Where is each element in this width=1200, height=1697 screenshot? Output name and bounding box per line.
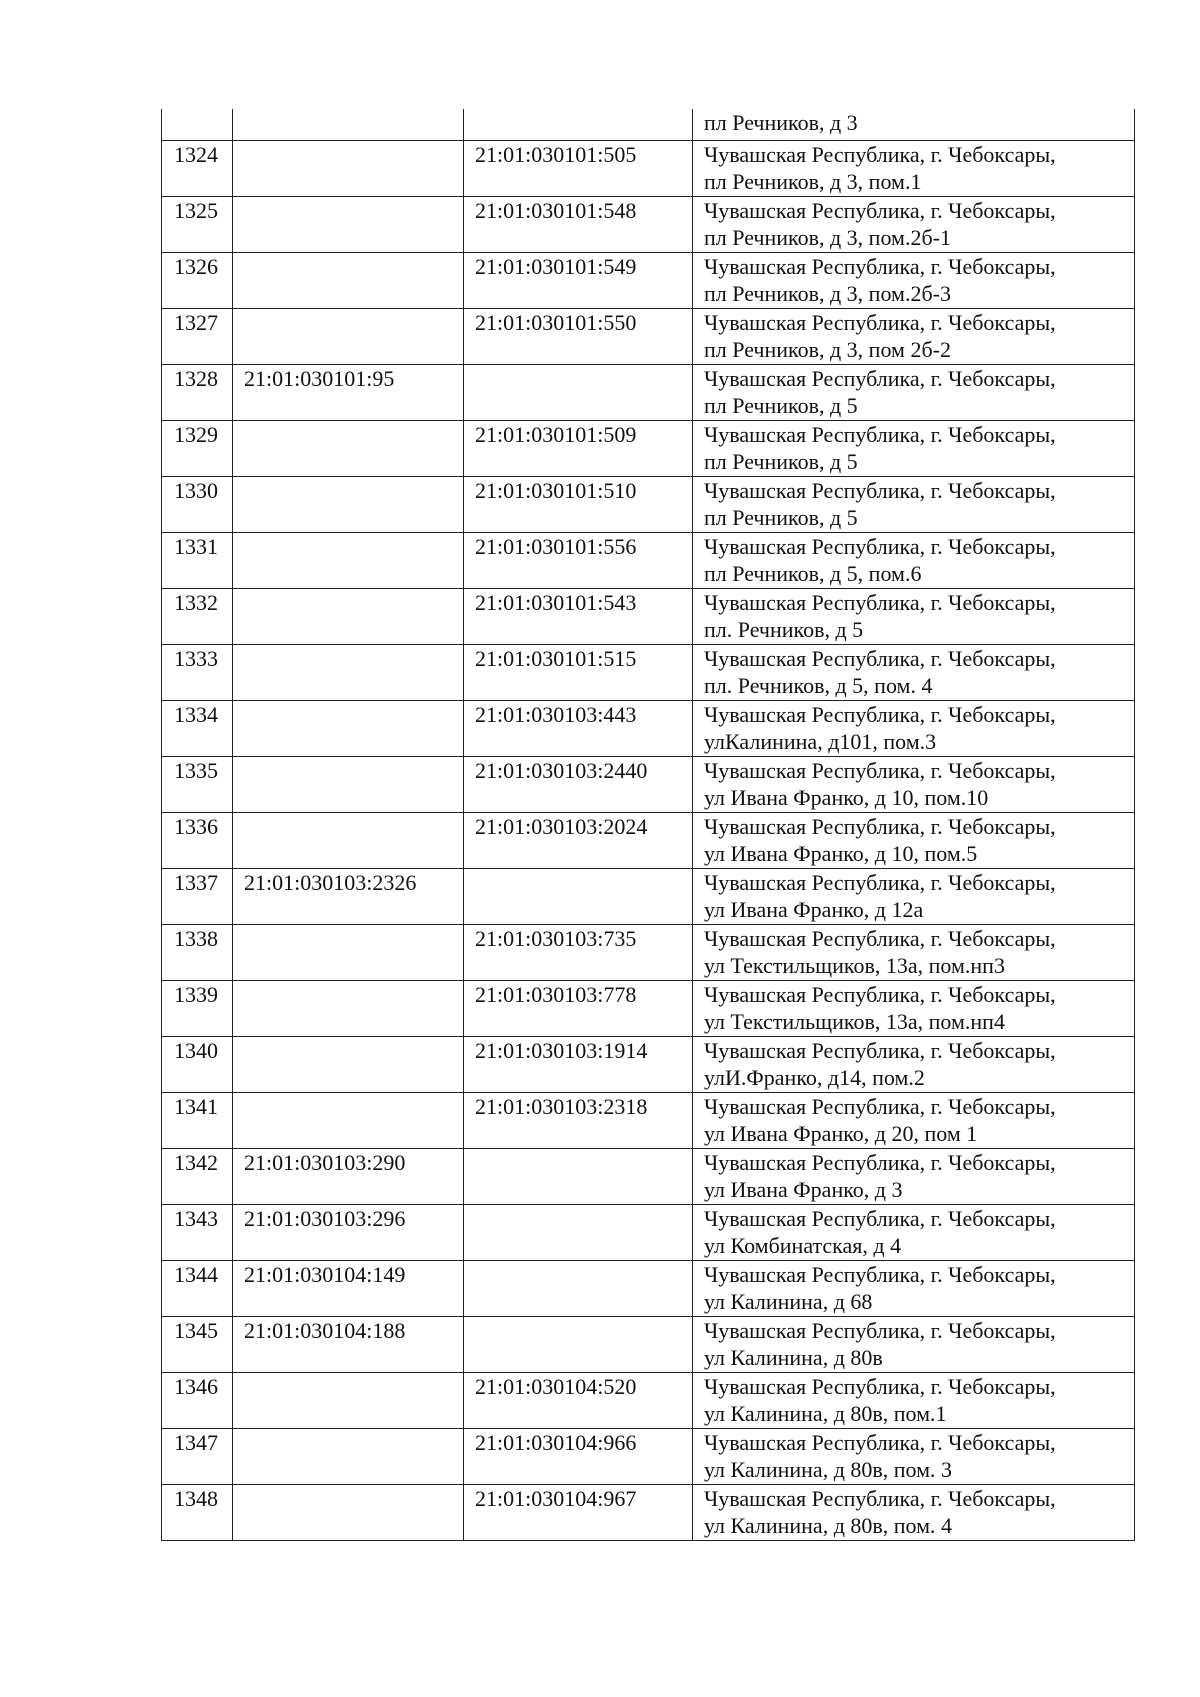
address-line: Чувашская Республика, г. Чебоксары, — [704, 645, 1056, 671]
address-line: ул Ивана Франко, д 3 — [704, 1176, 903, 1202]
row-number-cell: 1335 — [162, 756, 233, 812]
table-row — [162, 700, 1135, 756]
address-line: Чувашская Республика, г. Чебоксары, — [704, 477, 1056, 503]
row-number-cell: 1339 — [162, 980, 233, 1036]
row-number-cell: 1348 — [162, 1484, 233, 1540]
parcel-cadastral-cell — [233, 252, 464, 308]
address-line: Чувашская Республика, г. Чебоксары, — [704, 757, 1056, 783]
address-line: ул Калинина, д 68 — [704, 1288, 873, 1314]
premises-cadastral-cell: 21:01:030103:2024 — [464, 812, 693, 868]
address-cell — [693, 308, 1135, 364]
address-line: ул Калинина, д 80в, пом. 3 — [704, 1456, 953, 1482]
premises-cadastral-cell: 21:01:030101:505 — [464, 140, 693, 196]
row-number-cell: 1347 — [162, 1428, 233, 1484]
row-number-cell: 1330 — [162, 476, 233, 532]
address-line: пл Речников, д 5, пом.6 — [704, 560, 922, 586]
premises-cadastral-cell — [464, 868, 693, 924]
address-line: Чувашская Республика, г. Чебоксары, — [704, 365, 1056, 391]
table-row — [162, 420, 1135, 476]
address-line: пл Речников, д 3, пом.2б-3 — [704, 280, 951, 306]
address-line: пл. Речников, д 5, пом. 4 — [704, 672, 933, 698]
address-cell — [693, 109, 1135, 140]
address-line: улКалинина, д101, пом.3 — [704, 728, 937, 754]
address-cell — [693, 1148, 1135, 1204]
table-row — [162, 1428, 1135, 1484]
parcel-cadastral-cell — [233, 532, 464, 588]
address-line: Чувашская Республика, г. Чебоксары, — [704, 1373, 1056, 1399]
address-cell — [693, 252, 1135, 308]
row-number-cell: 1325 — [162, 196, 233, 252]
address-cell — [693, 1260, 1135, 1316]
premises-cadastral-cell: 21:01:030104:966 — [464, 1428, 693, 1484]
address-cell — [693, 1204, 1135, 1260]
table-row — [162, 1484, 1135, 1540]
parcel-cadastral-cell — [233, 1092, 464, 1148]
table-row — [162, 924, 1135, 980]
address-line: Чувашская Республика, г. Чебоксары, — [704, 309, 1056, 335]
parcel-cadastral-cell — [233, 924, 464, 980]
address-cell — [693, 1484, 1135, 1540]
table-row — [162, 812, 1135, 868]
premises-cadastral-cell: 21:01:030103:2440 — [464, 756, 693, 812]
table-row — [162, 756, 1135, 812]
premises-cadastral-cell — [464, 1148, 693, 1204]
table-row — [162, 868, 1135, 924]
row-number-cell: 1331 — [162, 532, 233, 588]
parcel-cadastral-cell — [233, 1036, 464, 1092]
table-row — [162, 476, 1135, 532]
address-line: Чувашская Республика, г. Чебоксары, — [704, 1485, 1056, 1511]
premises-cadastral-cell: 21:01:030104:967 — [464, 1484, 693, 1540]
address-cell — [693, 924, 1135, 980]
premises-cadastral-cell: 21:01:030101:549 — [464, 252, 693, 308]
address-cell — [693, 364, 1135, 420]
parcel-cadastral-cell — [233, 140, 464, 196]
address-line: пл Речников, д 5 — [704, 392, 858, 418]
address-cell — [693, 532, 1135, 588]
address-line: пл Речников, д 5 — [704, 448, 858, 474]
parcel-cadastral-cell: 21:01:030104:149 — [233, 1260, 464, 1316]
address-line: Чувашская Республика, г. Чебоксары, — [704, 869, 1056, 895]
address-line: ул Текстильщиков, 13а, пом.нп3 — [704, 952, 1005, 978]
address-line: Чувашская Республика, г. Чебоксары, — [704, 1429, 1056, 1455]
address-line: ул Комбинатская, д 4 — [704, 1232, 902, 1258]
row-number-cell: 1337 — [162, 868, 233, 924]
property-table-body — [162, 109, 1135, 1540]
premises-cadastral-cell: 21:01:030103:2318 — [464, 1092, 693, 1148]
address-line: Чувашская Республика, г. Чебоксары, — [704, 1261, 1056, 1287]
address-line: Чувашская Республика, г. Чебоксары, — [704, 1317, 1056, 1343]
address-cell — [693, 980, 1135, 1036]
address-cell — [693, 1372, 1135, 1428]
address-cell — [693, 644, 1135, 700]
address-line: Чувашская Республика, г. Чебоксары, — [704, 589, 1056, 615]
row-number-cell: 1326 — [162, 252, 233, 308]
table-row — [162, 588, 1135, 644]
address-line: пл Речников, д 3, пом.1 — [704, 168, 922, 194]
premises-cadastral-cell — [464, 364, 693, 420]
address-line: Чувашская Республика, г. Чебоксары, — [704, 141, 1056, 167]
address-line: Чувашская Республика, г. Чебоксары, — [704, 701, 1056, 727]
premises-cadastral-cell: 21:01:030103:443 — [464, 700, 693, 756]
parcel-cadastral-cell — [233, 980, 464, 1036]
parcel-cadastral-cell — [233, 756, 464, 812]
table-row — [162, 1260, 1135, 1316]
address-line: Чувашская Республика, г. Чебоксары, — [704, 1037, 1056, 1063]
address-cell — [693, 1428, 1135, 1484]
address-line: пл Речников, д 5 — [704, 504, 858, 530]
address-cell — [693, 756, 1135, 812]
table-row — [162, 308, 1135, 364]
row-number-cell: 1329 — [162, 420, 233, 476]
address-line: Чувашская Республика, г. Чебоксары, — [704, 1205, 1056, 1231]
address-line: Чувашская Республика, г. Чебоксары, — [704, 981, 1056, 1007]
row-number-cell: 1336 — [162, 812, 233, 868]
table-row — [162, 1372, 1135, 1428]
premises-cadastral-cell: 21:01:030101:548 — [464, 196, 693, 252]
parcel-cadastral-cell — [233, 588, 464, 644]
address-line: пл Речников, д 3, пом 2б-2 — [704, 336, 951, 362]
row-number-cell: 1332 — [162, 588, 233, 644]
premises-cadastral-cell: 21:01:030104:520 — [464, 1372, 693, 1428]
parcel-cadastral-cell — [233, 700, 464, 756]
premises-cadastral-cell: 21:01:030101:556 — [464, 532, 693, 588]
address-cell — [693, 196, 1135, 252]
address-line: Чувашская Республика, г. Чебоксары, — [704, 253, 1056, 279]
row-number-cell: 1338 — [162, 924, 233, 980]
table-row — [162, 532, 1135, 588]
address-cell — [693, 140, 1135, 196]
premises-cadastral-cell: 21:01:030103:735 — [464, 924, 693, 980]
table-row — [162, 980, 1135, 1036]
parcel-cadastral-cell — [233, 109, 464, 140]
row-number-cell: 1340 — [162, 1036, 233, 1092]
address-line: ул Ивана Франко, д 10, пом.10 — [704, 784, 989, 810]
parcel-cadastral-cell — [233, 812, 464, 868]
parcel-cadastral-cell — [233, 476, 464, 532]
table-row — [162, 252, 1135, 308]
row-number-cell: 1344 — [162, 1260, 233, 1316]
address-line: пл. Речников, д 5 — [704, 616, 864, 642]
address-line: ул Калинина, д 80в, пом. 4 — [704, 1512, 953, 1538]
row-number-cell: 1343 — [162, 1204, 233, 1260]
address-line: ул Текстильщиков, 13а, пом.нп4 — [704, 1008, 1005, 1034]
row-number-cell: 1345 — [162, 1316, 233, 1372]
address-line: Чувашская Республика, г. Чебоксары, — [704, 1149, 1056, 1175]
premises-cadastral-cell: 21:01:030101:515 — [464, 644, 693, 700]
address-cell — [693, 1316, 1135, 1372]
address-line: ул Калинина, д 80в, пом.1 — [704, 1400, 947, 1426]
address-line: ул Ивана Франко, д 20, пом 1 — [704, 1120, 978, 1146]
premises-cadastral-cell: 21:01:030103:778 — [464, 980, 693, 1036]
address-line: ул Ивана Франко, д 12а — [704, 896, 924, 922]
address-cell — [693, 1092, 1135, 1148]
row-number-cell: 1341 — [162, 1092, 233, 1148]
address-line: Чувашская Республика, г. Чебоксары, — [704, 813, 1056, 839]
table-row — [162, 1092, 1135, 1148]
parcel-cadastral-cell: 21:01:030103:2326 — [233, 868, 464, 924]
address-cell — [693, 700, 1135, 756]
premises-cadastral-cell: 21:01:030101:543 — [464, 588, 693, 644]
table-row — [162, 1036, 1135, 1092]
address-line: Чувашская Республика, г. Чебоксары, — [704, 421, 1056, 447]
parcel-cadastral-cell: 21:01:030101:95 — [233, 364, 464, 420]
address-cell — [693, 476, 1135, 532]
address-line: пл Речников, д 3 — [704, 110, 858, 135]
parcel-cadastral-cell — [233, 1484, 464, 1540]
row-number-cell: 1333 — [162, 644, 233, 700]
address-cell — [693, 588, 1135, 644]
table-row — [162, 1148, 1135, 1204]
premises-cadastral-cell: 21:01:030101:550 — [464, 308, 693, 364]
table-row-continuation — [162, 109, 1135, 140]
parcel-cadastral-cell: 21:01:030103:290 — [233, 1148, 464, 1204]
table-row — [162, 196, 1135, 252]
premises-cadastral-cell: 21:01:030101:509 — [464, 420, 693, 476]
address-line: Чувашская Республика, г. Чебоксары, — [704, 533, 1056, 559]
row-number-cell — [162, 109, 233, 140]
property-table — [161, 109, 1135, 1541]
parcel-cadastral-cell: 21:01:030103:296 — [233, 1204, 464, 1260]
parcel-cadastral-cell — [233, 308, 464, 364]
address-line: Чувашская Республика, г. Чебоксары, — [704, 197, 1056, 223]
row-number-cell: 1324 — [162, 140, 233, 196]
address-cell — [693, 812, 1135, 868]
row-number-cell: 1328 — [162, 364, 233, 420]
parcel-cadastral-cell: 21:01:030104:188 — [233, 1316, 464, 1372]
address-cell — [693, 868, 1135, 924]
table-row — [162, 1316, 1135, 1372]
premises-cadastral-cell — [464, 1260, 693, 1316]
premises-cadastral-cell: 21:01:030101:510 — [464, 476, 693, 532]
premises-cadastral-cell — [464, 109, 693, 140]
row-number-cell: 1346 — [162, 1372, 233, 1428]
table-row — [162, 1204, 1135, 1260]
address-cell — [693, 420, 1135, 476]
row-number-cell: 1342 — [162, 1148, 233, 1204]
row-number-cell: 1334 — [162, 700, 233, 756]
premises-cadastral-cell: 21:01:030103:1914 — [464, 1036, 693, 1092]
table-row — [162, 140, 1135, 196]
address-cell — [693, 1036, 1135, 1092]
parcel-cadastral-cell — [233, 1372, 464, 1428]
parcel-cadastral-cell — [233, 644, 464, 700]
parcel-cadastral-cell — [233, 1428, 464, 1484]
premises-cadastral-cell — [464, 1204, 693, 1260]
address-line: ул Калинина, д 80в — [704, 1344, 883, 1370]
address-line: пл Речников, д 3, пом.2б-1 — [704, 224, 951, 250]
address-line: Чувашская Республика, г. Чебоксары, — [704, 1093, 1056, 1119]
table-row — [162, 364, 1135, 420]
address-line: улИ.Франко, д14, пом.2 — [704, 1064, 925, 1090]
parcel-cadastral-cell — [233, 196, 464, 252]
parcel-cadastral-cell — [233, 420, 464, 476]
address-line: Чувашская Республика, г. Чебоксары, — [704, 925, 1056, 951]
row-number-cell: 1327 — [162, 308, 233, 364]
address-line: ул Ивана Франко, д 10, пом.5 — [704, 840, 978, 866]
premises-cadastral-cell — [464, 1316, 693, 1372]
table-row — [162, 644, 1135, 700]
